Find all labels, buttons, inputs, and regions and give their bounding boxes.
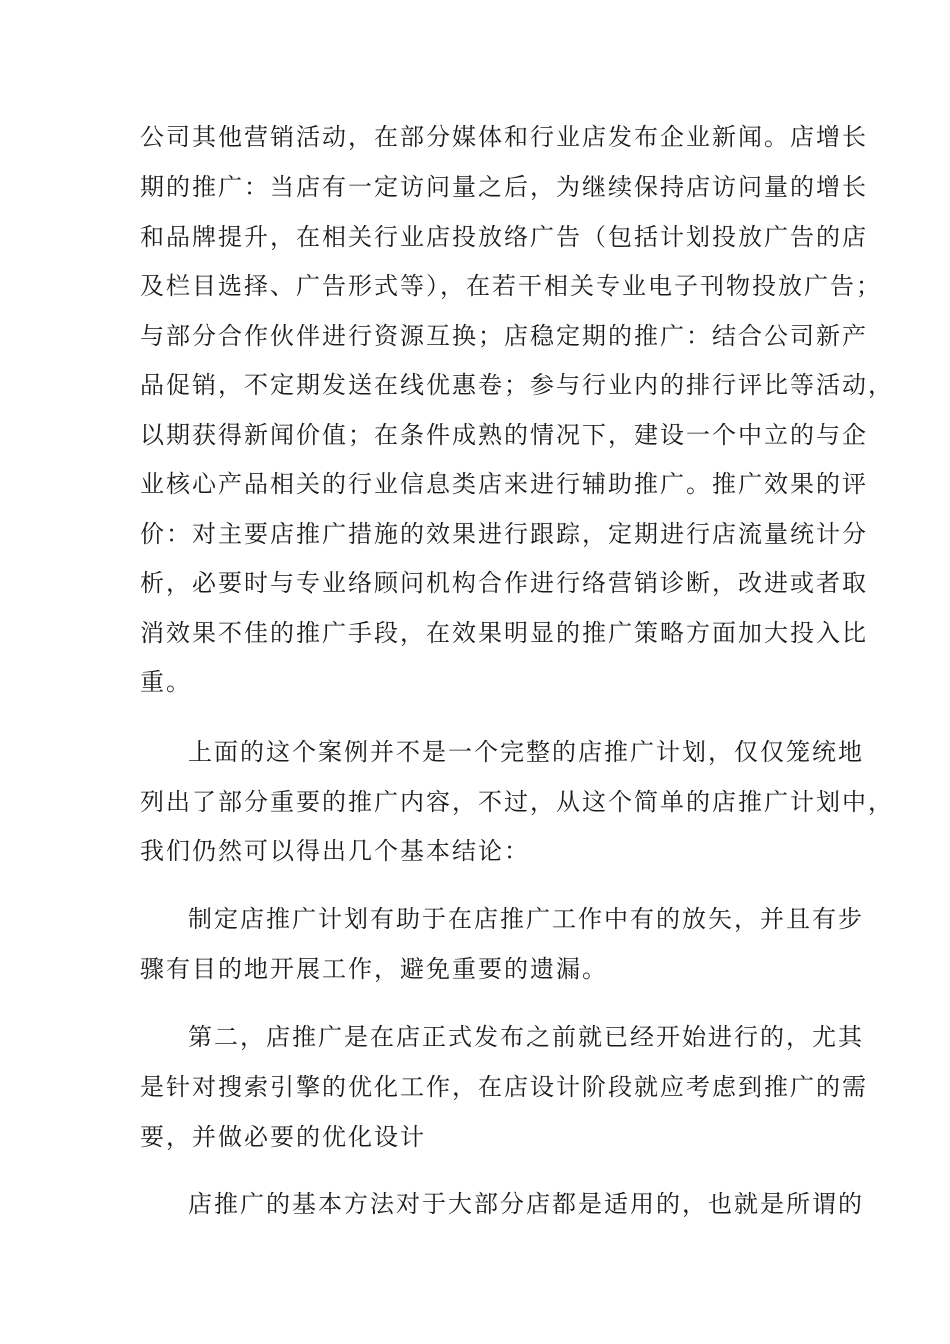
text-line: 和品牌提升，在相关行业店投放络广告（包括计划投放广告的店 [140, 223, 868, 251]
text-line: 期的推广：当店有一定访问量之后，为继续保持店访问量的增长 [140, 173, 868, 201]
text-line: 重。 [140, 668, 192, 696]
text-line: 消效果不佳的推广手段，在效果明显的推广策略方面加大投入比 [140, 619, 868, 647]
text-line: 店推广的基本方法对于大部分店都是适用的，也就是所谓的 [188, 1190, 864, 1218]
text-line: 第二，店推广是在店正式发布之前就已经开始进行的，尤其 [188, 1023, 864, 1051]
text-line: 列出了部分重要的推广内容，不过，从这个简单的店推广计划中， [140, 788, 894, 816]
text-line: 价：对主要店推广措施的效果进行跟踪，定期进行店流量统计分 [140, 520, 868, 548]
text-line: 骤有目的地开展工作，避免重要的遗漏。 [140, 955, 608, 983]
text-line: 上面的这个案例并不是一个完整的店推广计划，仅仅笼统地 [188, 738, 864, 766]
text-line: 及栏目选择、广告形式等），在若干相关专业电子刊物投放广告； [140, 272, 882, 300]
text-line: 业核心产品相关的行业信息类店来进行辅助推广。推广效果的评 [140, 470, 868, 498]
text-line: 制定店推广计划有助于在店推广工作中有的放矢，并且有步 [188, 905, 864, 933]
text-line: 要，并做必要的优化设计 [140, 1123, 426, 1151]
text-line: 与部分合作伙伴进行资源互换；店稳定期的推广：结合公司新产 [140, 322, 868, 350]
text-line: 是针对搜索引擎的优化工作，在店设计阶段就应考虑到推广的需 [140, 1073, 868, 1101]
text-line: 品促销，不定期发送在线优惠卷；参与行业内的排行评比等活动， [140, 371, 894, 399]
text-line: 以期获得新闻价值；在条件成熟的情况下，建设一个中立的与企 [140, 421, 868, 449]
text-line: 析，必要时与专业络顾问机构合作进行络营销诊断，改进或者取 [140, 569, 868, 597]
text-line: 我们仍然可以得出几个基本结论： [140, 837, 530, 865]
text-line: 公司其他营销活动，在部分媒体和行业店发布企业新闻。店增长 [140, 123, 868, 151]
